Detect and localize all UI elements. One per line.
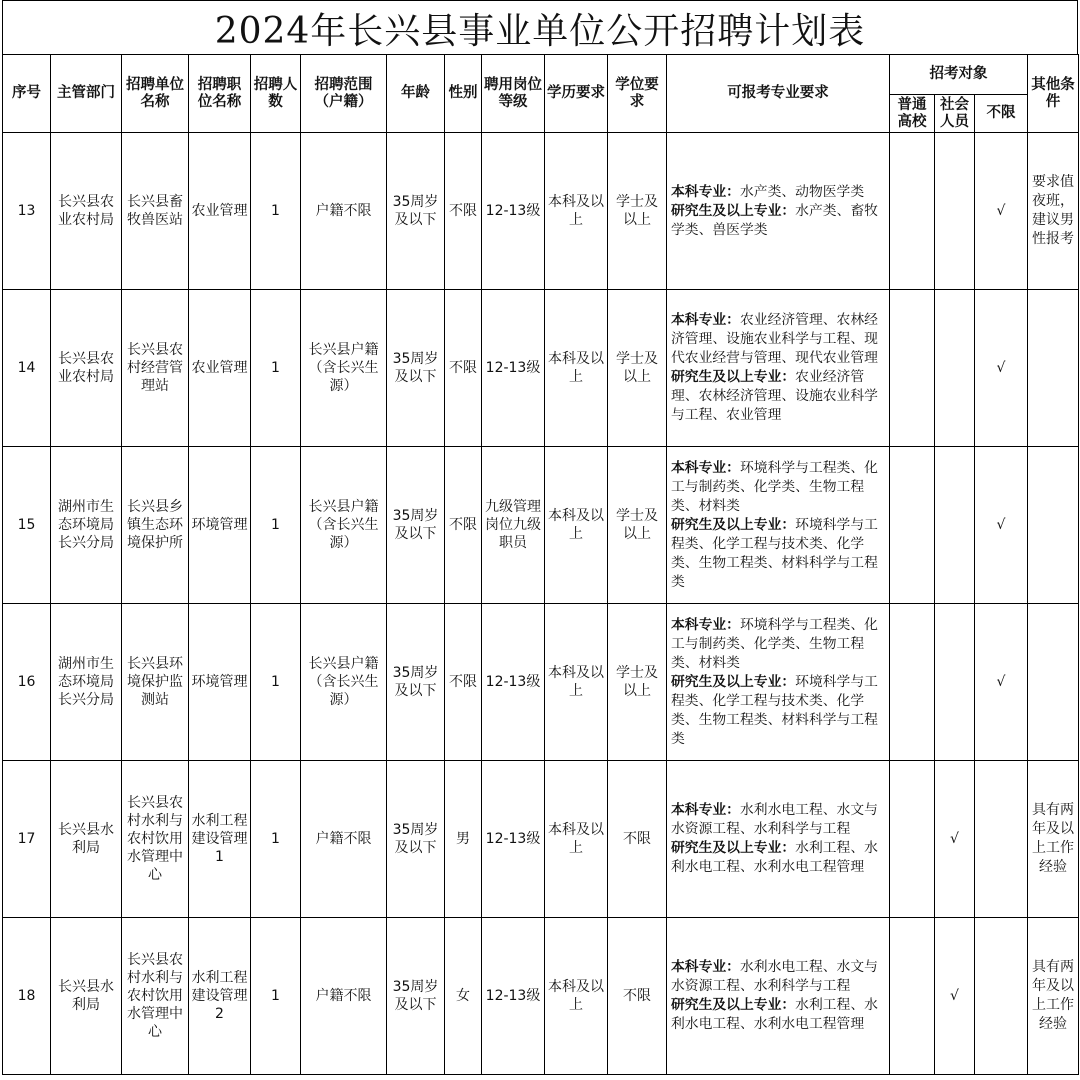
cell-grade: 12-13级 bbox=[482, 761, 545, 918]
header-target-school: 普通高校 bbox=[890, 95, 935, 133]
header-count: 招聘人数 bbox=[251, 55, 301, 133]
header-other: 其他条件 bbox=[1028, 55, 1079, 133]
cell-position: 环境管理 bbox=[189, 447, 251, 604]
cell-scope: 长兴县户籍（含长兴生源） bbox=[301, 604, 387, 761]
undergrad-majors: 环境科学与工程类、化工与制药类、化学类、生物工程类、材料类 bbox=[671, 459, 878, 514]
cell-unit: 长兴县农村水利与农村饮用水管理中心 bbox=[122, 918, 189, 1075]
cell-no: 17 bbox=[3, 761, 51, 918]
cell-count: 1 bbox=[251, 133, 301, 290]
cell-major bbox=[667, 447, 890, 604]
grad-majors: 农业经济管理、农林经济管理、设施农业科学与工程、农业管理 bbox=[671, 369, 878, 423]
table-row bbox=[3, 133, 1079, 290]
cell-scope: 户籍不限 bbox=[301, 133, 387, 290]
header-unit: 招聘单位名称 bbox=[122, 55, 189, 133]
undergrad-majors: 水产类、动物医学类 bbox=[739, 183, 865, 200]
header-position: 招聘职位名称 bbox=[189, 55, 251, 133]
cell-count: 1 bbox=[251, 290, 301, 447]
cell-target-school bbox=[890, 133, 935, 290]
grad-label: 研究生及以上专业： bbox=[671, 673, 796, 690]
cell-major bbox=[667, 604, 890, 761]
header-scope: 招聘范围（户籍） bbox=[301, 55, 387, 133]
cell-edu: 本科及以上 bbox=[545, 133, 608, 290]
cell-other bbox=[1028, 290, 1079, 447]
cell-scope: 长兴县户籍（含长兴生源） bbox=[301, 447, 387, 604]
cell-other bbox=[1028, 447, 1079, 604]
cell-unit: 长兴县农村水利与农村饮用水管理中心 bbox=[122, 761, 189, 918]
cell-scope: 户籍不限 bbox=[301, 761, 387, 918]
cell-no: 13 bbox=[3, 133, 51, 290]
cell-age: 35周岁及以下 bbox=[387, 290, 445, 447]
grad-label: 研究生及以上专业： bbox=[671, 840, 796, 856]
undergrad-majors: 水利水电工程、水文与水资源工程、水利科学与工程 bbox=[671, 959, 878, 994]
undergrad-label: 本科专业： bbox=[671, 183, 740, 200]
cell-other: 要求值夜班，建议男性报考 bbox=[1028, 133, 1079, 290]
grad-majors: 水产类、畜牧学类、兽医学类 bbox=[671, 202, 878, 238]
cell-gender: 不限 bbox=[445, 290, 482, 447]
table-row bbox=[3, 761, 1079, 918]
cell-degree: 学士及以上 bbox=[608, 447, 667, 604]
cell-target-social: √ bbox=[935, 918, 975, 1075]
cell-target-any: √ bbox=[975, 447, 1028, 604]
cell-target-any bbox=[975, 761, 1028, 918]
header-edu: 学历要求 bbox=[545, 55, 608, 133]
header-dept: 主管部门 bbox=[51, 55, 122, 133]
cell-count: 1 bbox=[251, 918, 301, 1075]
grad-majors: 环境科学与工程类、化学工程与技术类、化学类、生物工程类、材料科学与工程类 bbox=[671, 673, 878, 747]
header-grade: 聘用岗位等级 bbox=[482, 55, 545, 133]
table-row bbox=[3, 918, 1079, 1075]
header-degree: 学位要求 bbox=[608, 55, 667, 133]
cell-edu: 本科及以上 bbox=[545, 918, 608, 1075]
cell-dept: 湖州市生态环境局长兴分局 bbox=[51, 447, 122, 604]
grad-majors: 水利工程、水利水电工程、水利水电工程管理 bbox=[671, 840, 878, 875]
cell-count: 1 bbox=[251, 604, 301, 761]
undergrad-label: 本科专业： bbox=[671, 616, 740, 633]
cell-degree: 学士及以上 bbox=[608, 133, 667, 290]
cell-edu: 本科及以上 bbox=[545, 761, 608, 918]
table-row bbox=[3, 447, 1079, 604]
cell-target-any bbox=[975, 918, 1028, 1075]
undergrad-label: 本科专业： bbox=[671, 459, 740, 476]
header-no: 序号 bbox=[3, 55, 51, 133]
grad-majors: 环境科学与工程类、化学工程与技术类、化学类、生物工程类、材料科学与工程类 bbox=[671, 516, 878, 590]
cell-dept: 长兴县农业农村局 bbox=[51, 133, 122, 290]
table-row bbox=[3, 290, 1079, 447]
cell-other: 具有两年及以上工作经验 bbox=[1028, 918, 1079, 1075]
cell-target-school bbox=[890, 761, 935, 918]
undergrad-majors: 水利水电工程、水文与水资源工程、水利科学与工程 bbox=[671, 802, 878, 837]
cell-unit: 长兴县农村经营管理站 bbox=[122, 290, 189, 447]
cell-target-any: √ bbox=[975, 604, 1028, 761]
cell-position: 水利工程建设管理2 bbox=[189, 918, 251, 1075]
page-title: 2024年长兴县事业单位公开招聘计划表 bbox=[2, 0, 1078, 54]
cell-major bbox=[667, 761, 890, 918]
cell-grade: 12-13级 bbox=[482, 133, 545, 290]
grad-label: 研究生及以上专业： bbox=[671, 997, 796, 1013]
header-age: 年龄 bbox=[387, 55, 445, 133]
cell-grade: 12-13级 bbox=[482, 290, 545, 447]
cell-major bbox=[667, 133, 890, 290]
cell-target-social: √ bbox=[935, 761, 975, 918]
cell-position: 农业管理 bbox=[189, 290, 251, 447]
cell-unit: 长兴县畜牧兽医站 bbox=[122, 133, 189, 290]
cell-gender: 不限 bbox=[445, 604, 482, 761]
cell-target-school bbox=[890, 290, 935, 447]
cell-target-social bbox=[935, 447, 975, 604]
header-target: 招考对象 bbox=[890, 55, 1028, 95]
cell-position: 水利工程建设管理1 bbox=[189, 761, 251, 918]
grad-label: 研究生及以上专业： bbox=[671, 202, 796, 219]
grad-label: 研究生及以上专业： bbox=[671, 516, 796, 533]
cell-position: 环境管理 bbox=[189, 604, 251, 761]
header-target-social: 社会人员 bbox=[935, 95, 975, 133]
cell-target-social bbox=[935, 604, 975, 761]
cell-degree: 学士及以上 bbox=[608, 604, 667, 761]
cell-gender: 不限 bbox=[445, 447, 482, 604]
cell-grade: 九级管理岗位九级职员 bbox=[482, 447, 545, 604]
cell-target-school bbox=[890, 447, 935, 604]
grad-majors: 水利工程、水利水电工程、水利水电工程管理 bbox=[671, 997, 878, 1032]
header-target-any: 不限 bbox=[975, 95, 1028, 133]
cell-gender: 不限 bbox=[445, 133, 482, 290]
cell-target-school bbox=[890, 604, 935, 761]
cell-unit: 长兴县环境保护监测站 bbox=[122, 604, 189, 761]
cell-scope: 长兴县户籍（含长兴生源） bbox=[301, 290, 387, 447]
cell-degree: 不限 bbox=[608, 918, 667, 1075]
cell-age: 35周岁及以下 bbox=[387, 133, 445, 290]
header-gender: 性别 bbox=[445, 55, 482, 133]
cell-age: 35周岁及以下 bbox=[387, 447, 445, 604]
cell-target-any: √ bbox=[975, 290, 1028, 447]
cell-target-school bbox=[890, 918, 935, 1075]
cell-dept: 长兴县水利局 bbox=[51, 918, 122, 1075]
cell-no: 16 bbox=[3, 604, 51, 761]
cell-other: 具有两年及以上工作经验 bbox=[1028, 761, 1079, 918]
cell-grade: 12-13级 bbox=[482, 918, 545, 1075]
cell-gender: 女 bbox=[445, 918, 482, 1075]
cell-target-social bbox=[935, 290, 975, 447]
undergrad-label: 本科专业： bbox=[671, 312, 740, 328]
header-row bbox=[3, 55, 1079, 95]
undergrad-majors: 农业经济管理、农林经济管理、设施农业科学与工程、现代农业经营与管理、现代农业管理 bbox=[671, 312, 878, 366]
cell-count: 1 bbox=[251, 447, 301, 604]
cell-age: 35周岁及以下 bbox=[387, 761, 445, 918]
cell-degree: 不限 bbox=[608, 761, 667, 918]
cell-scope: 户籍不限 bbox=[301, 918, 387, 1075]
cell-no: 15 bbox=[3, 447, 51, 604]
cell-edu: 本科及以上 bbox=[545, 604, 608, 761]
cell-edu: 本科及以上 bbox=[545, 290, 608, 447]
undergrad-majors: 环境科学与工程类、化工与制药类、化学类、生物工程类、材料类 bbox=[671, 616, 878, 671]
cell-gender: 男 bbox=[445, 761, 482, 918]
header-major: 可报考专业要求 bbox=[667, 55, 890, 133]
cell-edu: 本科及以上 bbox=[545, 447, 608, 604]
cell-no: 14 bbox=[3, 290, 51, 447]
grad-label: 研究生及以上专业： bbox=[671, 369, 796, 385]
cell-target-social bbox=[935, 133, 975, 290]
cell-major bbox=[667, 290, 890, 447]
cell-major bbox=[667, 918, 890, 1075]
cell-dept: 长兴县水利局 bbox=[51, 761, 122, 918]
undergrad-label: 本科专业： bbox=[671, 802, 740, 818]
recruitment-table bbox=[2, 54, 1079, 1075]
cell-target-any: √ bbox=[975, 133, 1028, 290]
table-row bbox=[3, 604, 1079, 761]
cell-dept: 湖州市生态环境局长兴分局 bbox=[51, 604, 122, 761]
cell-unit: 长兴县乡镇生态环境保护所 bbox=[122, 447, 189, 604]
cell-age: 35周岁及以下 bbox=[387, 918, 445, 1075]
cell-age: 35周岁及以下 bbox=[387, 604, 445, 761]
cell-degree: 学士及以上 bbox=[608, 290, 667, 447]
cell-other bbox=[1028, 604, 1079, 761]
cell-count: 1 bbox=[251, 761, 301, 918]
undergrad-label: 本科专业： bbox=[671, 959, 740, 975]
cell-position: 农业管理 bbox=[189, 133, 251, 290]
cell-no: 18 bbox=[3, 918, 51, 1075]
cell-dept: 长兴县农业农村局 bbox=[51, 290, 122, 447]
cell-grade: 12-13级 bbox=[482, 604, 545, 761]
